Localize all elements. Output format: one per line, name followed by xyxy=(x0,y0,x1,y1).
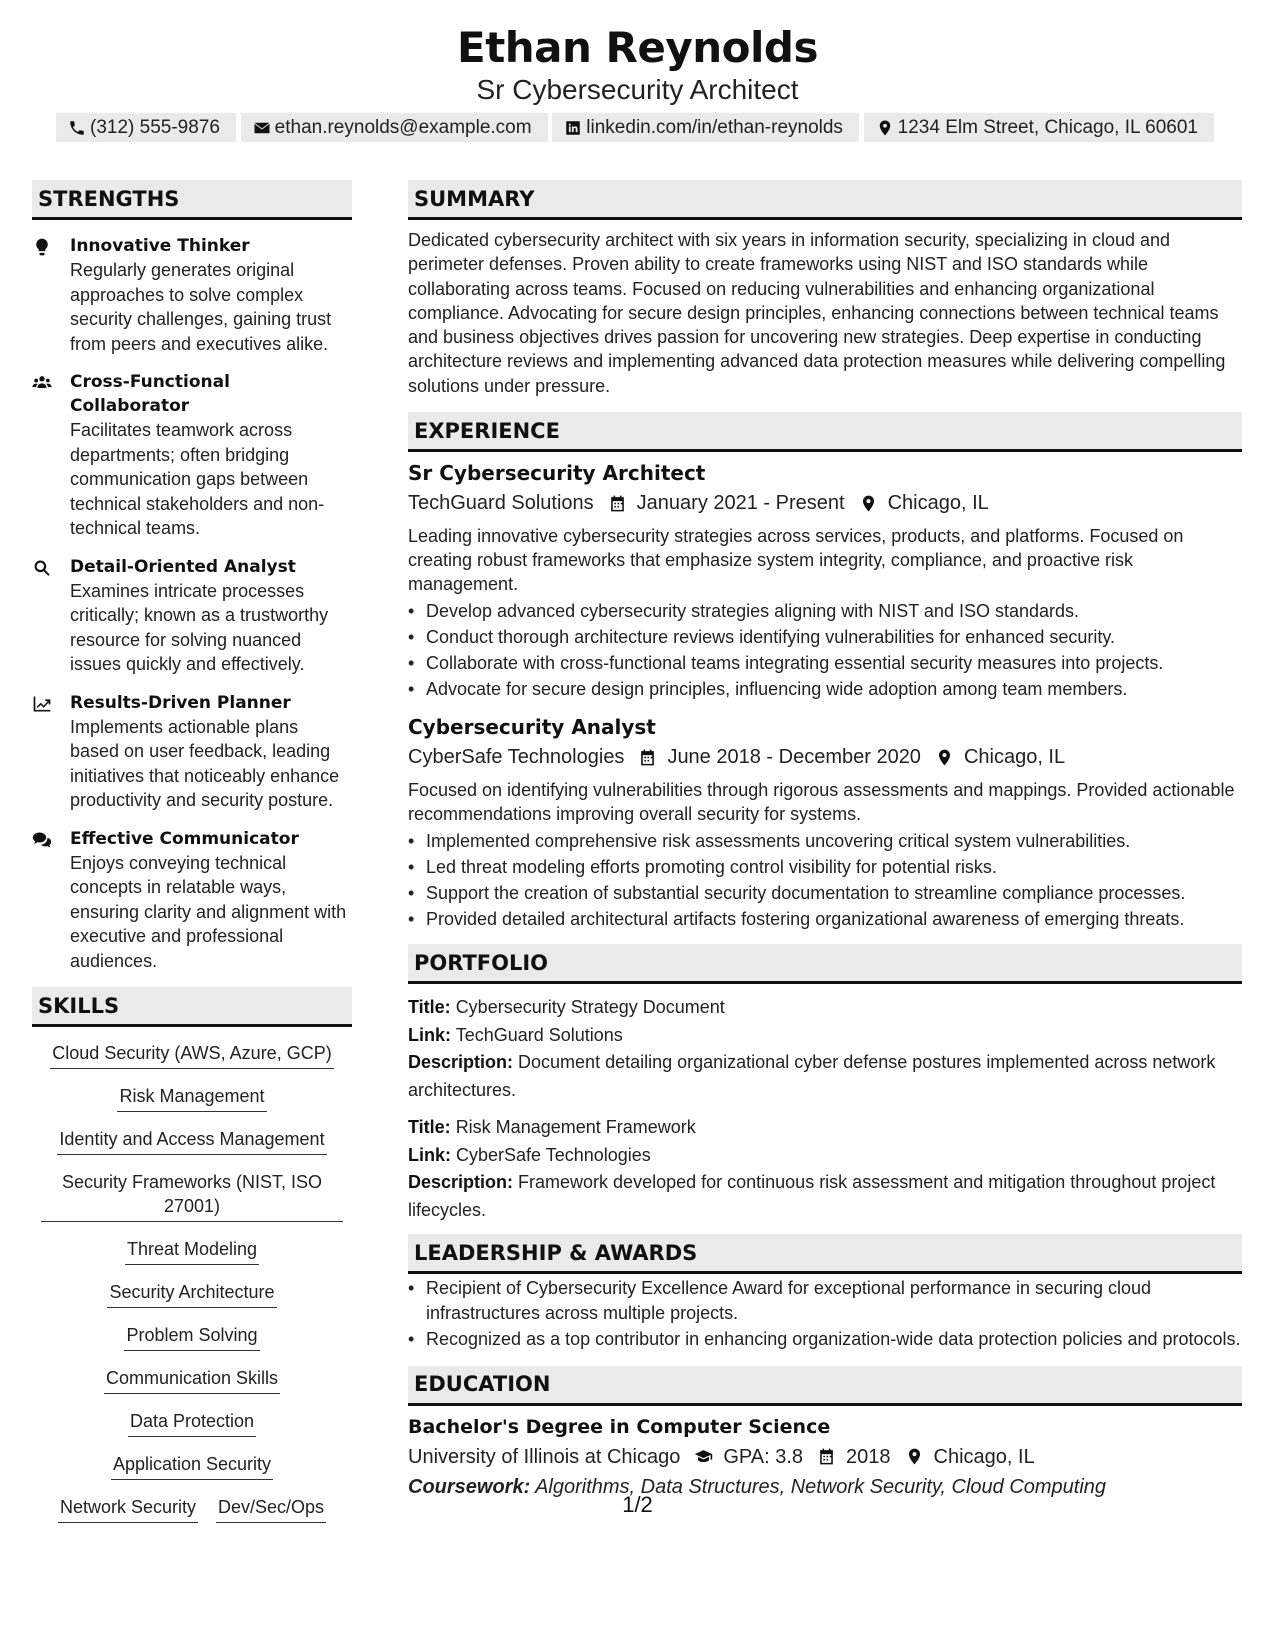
job-dates: June 2018 - December 2020 xyxy=(667,746,921,769)
phone-icon xyxy=(68,119,86,137)
strength-title: Effective Communicator xyxy=(70,828,299,849)
bullet-item: • Develop advanced cybersecurity strategies aligning with NIST and ISO standards. xyxy=(408,598,1242,624)
portfolio-item xyxy=(408,1114,1242,1224)
award-item: • Recognized as a top contributor in enhancing organization-wide data protection policies and protocols. xyxy=(408,1327,1242,1352)
job-dates: January 2021 - Present xyxy=(636,492,845,515)
left-column xyxy=(32,180,352,1538)
portfolio-link-label: Link: xyxy=(408,1024,451,1045)
job-company: CyberSafe Technologies xyxy=(408,746,625,769)
job-title: Cybersecurity Analyst xyxy=(408,715,656,740)
strength-desc: Examines intricate processes critically; known as a trustworthy resource for solving nuanced issues quickly and effectively. xyxy=(70,580,329,674)
skill-tag: Identity and Access Management xyxy=(57,1127,326,1155)
resume-header xyxy=(0,22,1275,108)
education-heading: EDUCATION xyxy=(408,1366,1242,1406)
bullet-item: • Led threat modeling efforts promoting control visibility for potential risks. xyxy=(408,854,1242,880)
job-location: Chicago, IL xyxy=(887,492,989,515)
candidate-role: Sr Cybersecurity Architect xyxy=(476,74,799,105)
job-meta xyxy=(408,742,1242,772)
strength-item xyxy=(32,370,352,541)
strength-item xyxy=(32,234,352,356)
contact-linkedin[interactable] xyxy=(552,113,859,142)
job-bullets xyxy=(408,828,1242,932)
map-pin-icon xyxy=(905,1447,924,1466)
strength-title: Cross-Functional Collaborator xyxy=(70,372,230,416)
portfolio-description-label: Description: xyxy=(408,1052,514,1073)
portfolio-link[interactable]: TechGuard Solutions xyxy=(455,1024,623,1045)
calendar-icon xyxy=(608,494,627,513)
education-location: Chicago, IL xyxy=(933,1445,1035,1468)
skill-tag: Risk Management xyxy=(117,1084,266,1112)
education-gpa: GPA: 3.8 xyxy=(723,1445,804,1468)
bullet-item: • Implemented comprehensive risk assessments uncovering critical system vulnerabilities. xyxy=(408,828,1242,854)
education-degree: Bachelor's Degree in Computer Science xyxy=(408,1415,831,1438)
search-icon xyxy=(32,558,52,578)
bullet-item: • Provided detailed architectural artifacts fostering organizational awareness of emerging threats. xyxy=(408,906,1242,932)
strength-item xyxy=(32,827,352,974)
contact-address xyxy=(864,113,1214,142)
envelope-icon xyxy=(253,119,271,137)
job-description: Leading innovative cybersecurity strategies across services, products, and platforms. Focused on creating robust frameworks that emphasize system integrity, compliance, and proactive risk management. xyxy=(408,526,1184,595)
coursework-label: Coursework: xyxy=(408,1475,531,1498)
strength-desc: Enjoys conveying technical concepts in relatable ways, ensuring clarity and alignment with executive and professional audiences. xyxy=(70,852,347,971)
address-text: 1234 Elm Street, Chicago, IL 60601 xyxy=(897,116,1198,138)
users-icon xyxy=(32,373,52,393)
strength-desc: Regularly generates original approaches to solve complex security challenges, gaining trust from peers and executives alike. xyxy=(70,260,332,354)
portfolio-title: Risk Management Framework xyxy=(455,1117,696,1138)
job-entry xyxy=(408,458,1242,702)
bullet-item: • Support the creation of substantial security documentation to streamline compliance processes. xyxy=(408,880,1242,906)
job-entry xyxy=(408,712,1242,932)
contact-phone[interactable] xyxy=(56,113,236,142)
skill-tag: Communication Skills xyxy=(104,1366,280,1394)
skill-tag: Threat Modeling xyxy=(125,1237,259,1265)
education-meta xyxy=(408,1442,1242,1472)
job-title: Sr Cybersecurity Architect xyxy=(408,461,706,486)
education-school: University of Illinois at Chicago xyxy=(408,1445,681,1468)
skill-tag: Dev/Sec/Ops xyxy=(216,1495,326,1523)
lightbulb-icon xyxy=(32,237,52,257)
education-year: 2018 xyxy=(846,1445,891,1468)
skill-tag: Network Security xyxy=(58,1495,198,1523)
bullet-item: • Collaborate with cross-functional teams integrating essential security measures into projects. xyxy=(408,650,1242,676)
map-pin-icon xyxy=(859,494,878,513)
portfolio-link-label: Link: xyxy=(408,1144,451,1165)
calendar-icon xyxy=(817,1447,836,1466)
skill-tag: Cloud Security (AWS, Azure, GCP) xyxy=(50,1041,333,1069)
candidate-name: Ethan Reynolds xyxy=(457,23,818,72)
coursework-text: Algorithms, Data Structures, Network Security, Cloud Computing xyxy=(535,1475,1107,1498)
portfolio-heading: PORTFOLIO xyxy=(408,944,1242,984)
strength-item xyxy=(32,555,352,677)
contact-email[interactable] xyxy=(241,113,548,142)
strength-desc: Implements actionable plans based on user feedback, leading initiatives that noticeably enhance productivity and security posture. xyxy=(70,716,340,810)
portfolio-description-label: Description: xyxy=(408,1172,514,1193)
portfolio-link[interactable]: CyberSafe Technologies xyxy=(456,1144,651,1165)
email-text: ethan.reynolds@example.com xyxy=(274,116,532,138)
summary-text: Dedicated cybersecurity architect with six years in information security, specializing in cloud and perimeter defenses. Proven ability to create frameworks using NIST and ISO standards while collaborating across teams. Focused on reducing vulnerabilities and enhancing organizational compliance. Advocating for secure design principles, enhancing connections between technical teams and business objectives drives passion for uncovering new strategies. Deep expertise in conducting architecture reviews and implementing advanced data protection measures while delivering compelling solutions under pressure. xyxy=(408,230,1226,396)
awards-heading: LEADERSHIP & AWARDS xyxy=(408,1234,1242,1274)
map-pin-icon xyxy=(876,119,894,137)
awards-list xyxy=(408,1276,1242,1352)
contact-bar xyxy=(56,113,1214,142)
job-meta xyxy=(408,488,1242,518)
job-description: Focused on identifying vulnerabilities through rigorous assessments and mappings. Provided actionable recommendations improving overall security for systems. xyxy=(408,780,1235,825)
skill-tag: Data Protection xyxy=(128,1409,256,1437)
portfolio-list xyxy=(408,994,1242,1224)
job-company: TechGuard Solutions xyxy=(408,492,594,515)
strength-title: Detail-Oriented Analyst xyxy=(70,556,296,577)
chart-line-icon xyxy=(32,694,52,714)
strength-desc: Facilitates teamwork across departments; often bridging communication gaps between technical stakeholders and non-technical teams. xyxy=(70,420,325,538)
calendar-icon xyxy=(638,748,657,767)
portfolio-title-label: Title: xyxy=(408,1117,451,1138)
skills-heading: SKILLS xyxy=(32,987,352,1027)
strength-title: Results-Driven Planner xyxy=(70,692,291,713)
portfolio-item xyxy=(408,994,1242,1104)
graduation-cap-icon xyxy=(694,1447,713,1466)
award-item: • Recipient of Cybersecurity Excellence Award for exceptional performance in securing cloud infrastructures across multiple projects. xyxy=(408,1276,1242,1325)
experience-heading: EXPERIENCE xyxy=(408,412,1242,452)
skill-tag: Security Frameworks (NIST, ISO 27001) xyxy=(41,1170,343,1222)
job-location: Chicago, IL xyxy=(963,746,1066,769)
bullet-item: • Conduct thorough architecture reviews identifying vulnerabilities for enhanced security. xyxy=(408,624,1242,650)
comments-icon xyxy=(32,830,52,850)
skill-tag: Problem Solving xyxy=(124,1323,259,1351)
skill-tag: Application Security xyxy=(111,1452,273,1480)
portfolio-description: Document detailing organizational cyber defense postures implemented across network architectures. xyxy=(408,1052,1216,1100)
strengths-heading: STRENGTHS xyxy=(32,180,352,220)
linkedin-icon xyxy=(564,119,582,137)
map-pin-icon xyxy=(935,748,954,767)
summary-heading: SUMMARY xyxy=(408,180,1242,220)
strength-item xyxy=(32,691,352,813)
strength-title: Innovative Thinker xyxy=(70,236,250,256)
job-bullets xyxy=(408,598,1242,702)
right-column xyxy=(408,180,1242,1502)
phone-text: (312) 555-9876 xyxy=(90,116,220,138)
strengths-list xyxy=(32,234,352,973)
page-number: 1/2 xyxy=(622,1492,653,1517)
portfolio-description: Framework developed for continuous risk assessment and mitigation throughout project lifecycles. xyxy=(408,1172,1216,1220)
skill-tag: Security Architecture xyxy=(107,1280,276,1308)
bullet-item: • Advocate for secure design principles, influencing wide adoption among team members. xyxy=(408,676,1242,702)
linkedin-text: linkedin.com/in/ethan-reynolds xyxy=(586,116,843,138)
portfolio-title-label: Title: xyxy=(408,997,451,1018)
portfolio-title: Cybersecurity Strategy Document xyxy=(455,997,725,1018)
skills-list xyxy=(32,1041,352,1538)
